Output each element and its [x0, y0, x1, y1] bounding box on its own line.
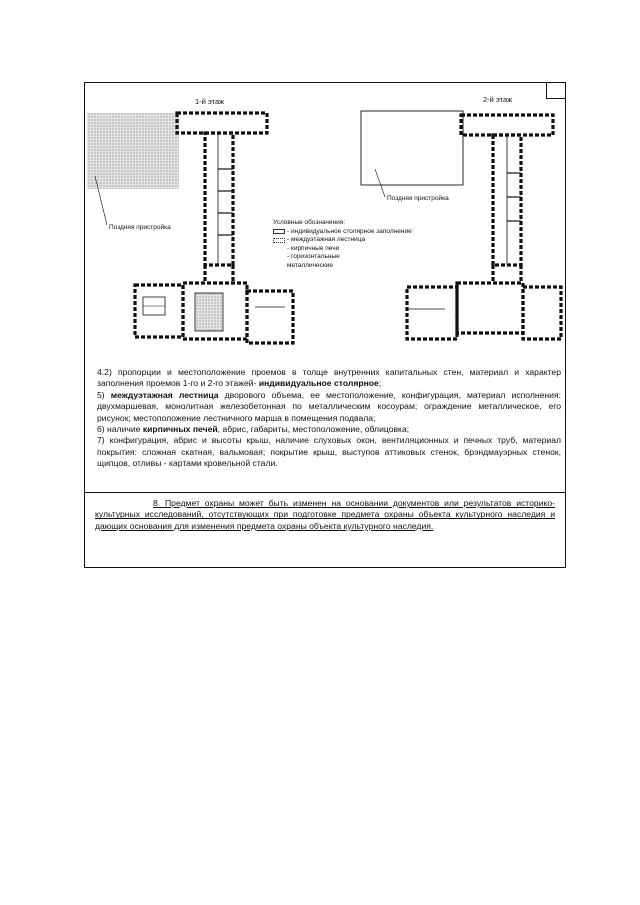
annex2-block — [361, 111, 463, 185]
legend — [273, 219, 412, 271]
joinery-swatch — [273, 229, 285, 234]
floor-plans — [85, 83, 565, 359]
note-paragraph-8: 8. Предмет охраны может быть изменен на основании документов или результатов историко-культурных исследований, отсутствующих при подготовке предмета охраны объекта культурного наследия и дающих основания для изменения предмета охраны объекта культурного наследия. — [95, 498, 555, 531]
paragraph-6: 6) наличие кирпичных печей, абрис, габариты, местоположение, облицовка; — [97, 424, 410, 435]
floor2-right-block — [523, 287, 561, 339]
legend-item-stoves: - кирпичные печи — [287, 244, 340, 252]
stair-swatch — [273, 238, 285, 243]
paragraph-5: 5) междуэтажная лестница дворового объема, ее местоположение, конфигурация, материал исполнения: двухмаршевая, монолитная железобетонная по металлическим косоурам; ограждение металлическое, его рисунок; местоположение лестничного марша в помещения подвала; — [97, 389, 562, 423]
floor1-corridor — [205, 133, 233, 265]
section-divider — [85, 492, 565, 493]
annex1-label: Поздняя пристройка — [109, 224, 171, 231]
annex2-label: Поздняя пристройка — [387, 195, 449, 202]
legend-item-horizontal: - горизонтальные — [287, 253, 340, 261]
document-frame — [84, 82, 566, 568]
legend-item-stair: - междуэтажная лестница — [273, 236, 412, 245]
floor1-top-wing — [177, 113, 267, 133]
legend-item-metal: металлические — [287, 261, 333, 269]
floor1-label: 1-й этаж — [195, 97, 225, 106]
legend-title: Условные обозначения: — [273, 219, 346, 226]
floor1-right-block — [247, 291, 293, 343]
floor2-top-wing — [461, 115, 553, 135]
floor2-left-block — [407, 287, 457, 339]
floor1-left-block — [135, 285, 183, 337]
floor2-center — [457, 283, 523, 333]
description-text — [89, 367, 561, 470]
annex1-block — [87, 113, 179, 189]
paragraph-7: 7) конфигурация, абрис и высоты крыш, наличие слуховых окон, вентиляционных и печных труб, материал покрытия: сложная скатная, вальмовая; покрытие крыш, выступов аттиковых стенок, брэндмауэрных стенок, щипцов, отливы - картами кровельной стали. — [97, 435, 561, 469]
floor2-label: 2-й этаж — [483, 95, 513, 104]
paragraph-4-2: 4.2) пропорции и местоположение проемов в толще внутренних капитальных стен, материал и характер заполнения проемов 1-го и 2-го этажей- индивидуальное столярное; — [97, 367, 561, 389]
legend-item-joinery: - индивидуальное столярное заполнение — [273, 228, 412, 237]
